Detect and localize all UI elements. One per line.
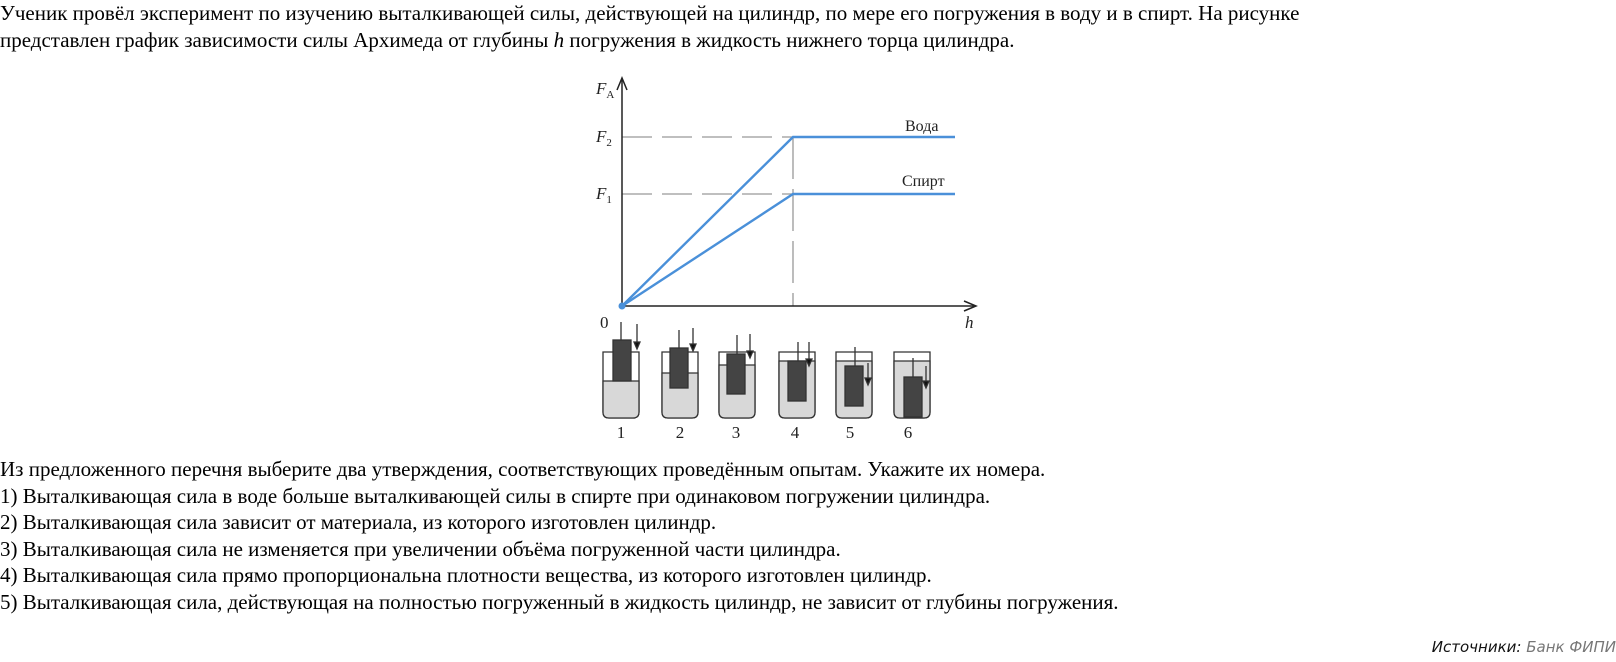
svg-text:3: 3	[731, 423, 741, 442]
option-1: 1) Выталкивающая сила в воде больше выталкивающей силы в спирте при одинаковом погружении цилиндра.	[0, 483, 991, 508]
series-water	[622, 137, 955, 306]
beaker-3	[719, 334, 755, 418]
intro-text: представлен график зависимости силы Архимеда от глубины	[0, 28, 554, 52]
origin-label: 0	[600, 313, 609, 332]
x-axis-label: h	[965, 313, 974, 332]
sources-label: Источники:	[1431, 638, 1522, 656]
label-water: Вода	[905, 118, 939, 135]
option-3: 3) Выталкивающая сила не изменяется при увеличении объёма погруженной части цилиндра.	[0, 536, 841, 561]
beaker-1	[603, 322, 640, 418]
variable-h: h	[553, 28, 565, 52]
svg-text:2: 2	[675, 423, 685, 442]
beakers	[603, 322, 930, 418]
question-prompt: Из предложенного перечня выберите два утверждения, соответствующих проведённым опытам. Укажите их номера.	[0, 457, 1046, 481]
intro-line-2	[0, 27, 1560, 54]
sources-link[interactable]: Банк ФИПИ	[1526, 638, 1616, 656]
f1-tick-label: $F_1$	[596, 184, 612, 206]
beaker-2	[662, 328, 698, 418]
intro-line-1: Ученик провёл эксперимент по изучению выталкивающей силы, действующей на цилиндр, по мере его погружения в воду и в спирт. На рисунке	[0, 1, 1300, 25]
question-block	[0, 456, 1119, 615]
data-lines	[622, 137, 955, 306]
intro-text-end: погружения в жидкость нижнего торца цилиндра.	[564, 28, 1015, 52]
svg-text:6: 6	[903, 423, 913, 442]
option-2: 2) Выталкивающая сила зависит от материала, из которого изготовлен цилиндр.	[0, 510, 717, 534]
f2-tick-label: $F_2$	[596, 127, 612, 149]
label-alcohol: Спирт	[902, 173, 945, 190]
series-alcohol	[622, 194, 955, 306]
option-4: 4) Выталкивающая сила прямо пропорциональна плотности вещества, из которого изготовлен цилиндр.	[0, 563, 932, 587]
sources	[1432, 638, 1616, 656]
svg-text:5: 5	[845, 423, 855, 442]
problem-statement	[0, 0, 1560, 54]
svg-text:1: 1	[616, 423, 626, 442]
beaker-labels	[617, 423, 913, 442]
beaker-4	[779, 342, 815, 418]
beaker-6	[894, 352, 930, 418]
archimedes-force-chart	[580, 70, 1000, 450]
beaker-5	[836, 347, 872, 418]
option-5: 5) Выталкивающая сила, действующая на полностью погруженный в жидкость цилиндр, не зависит от глубины погружения.	[0, 589, 1119, 614]
y-axis-label: $F_A$	[596, 79, 615, 101]
origin-point	[619, 303, 626, 310]
svg-text:4: 4	[790, 423, 800, 442]
